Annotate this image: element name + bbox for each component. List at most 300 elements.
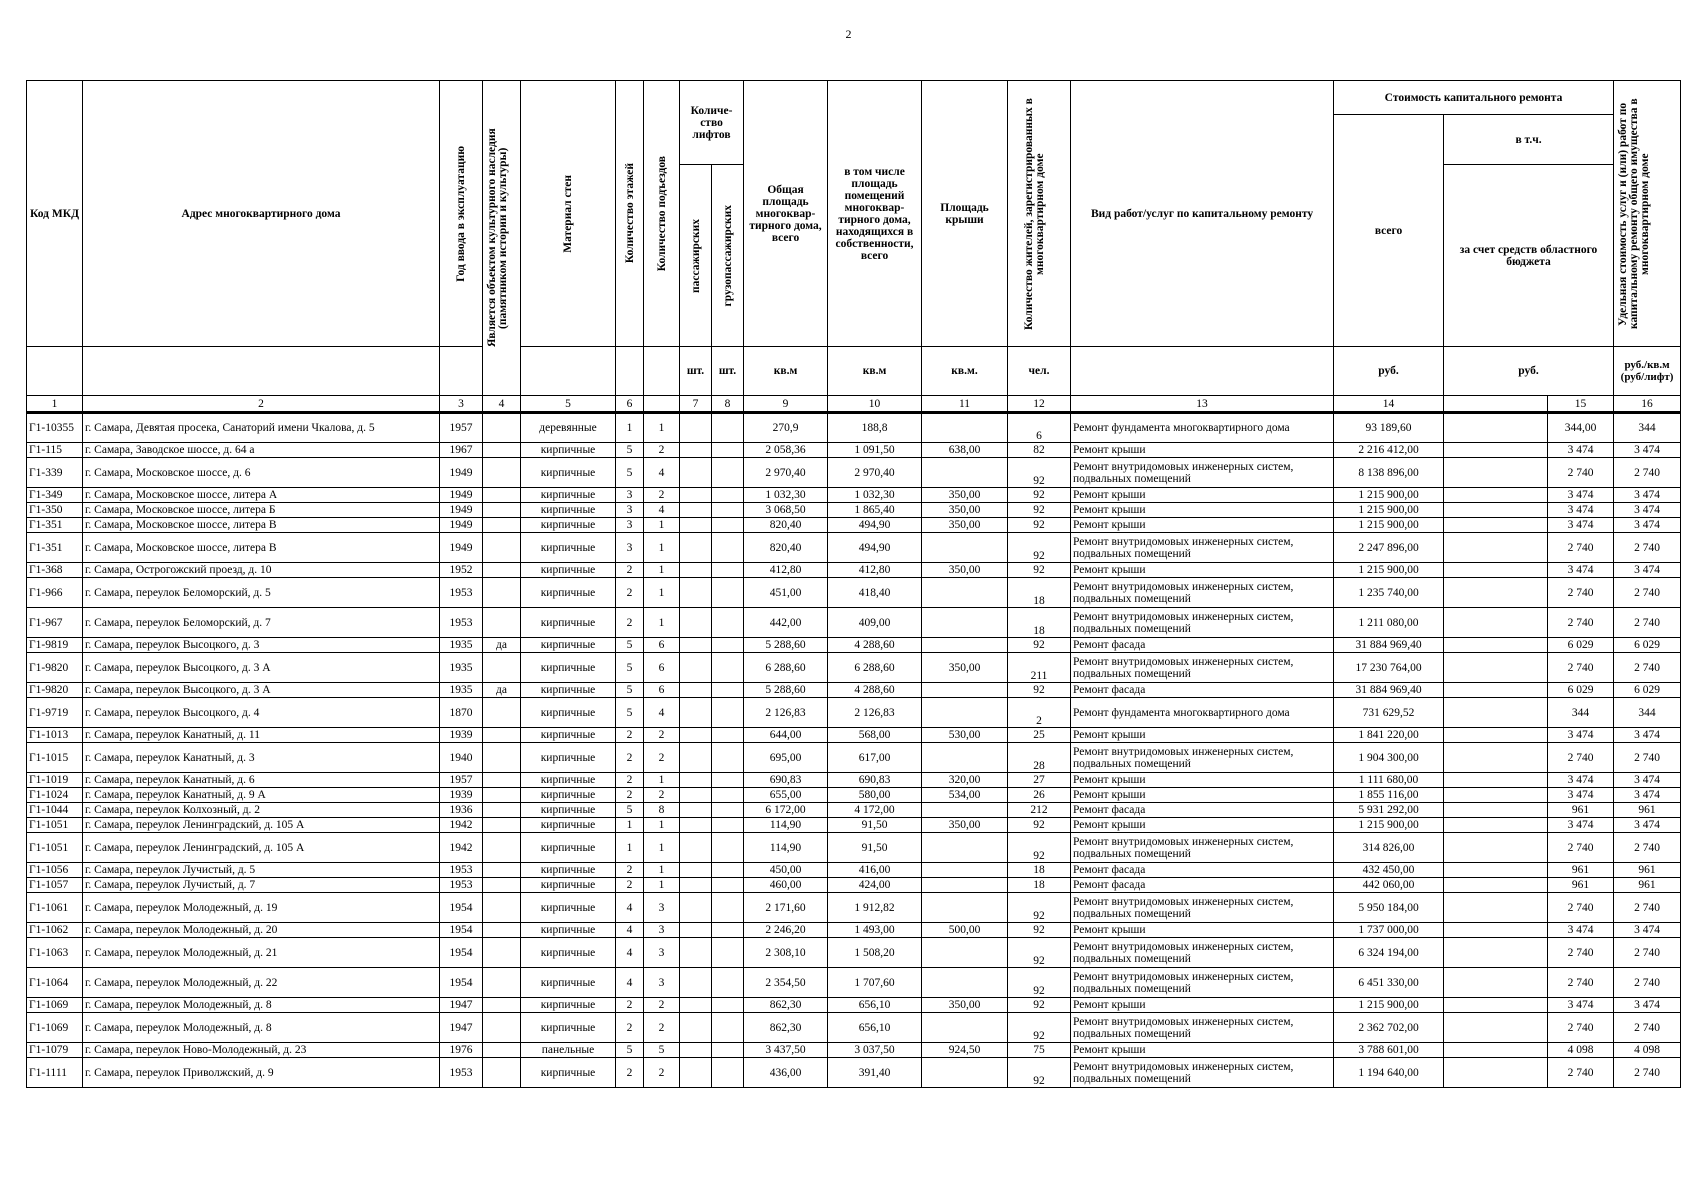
cell-lifts-freight <box>712 878 744 893</box>
cell-roof-area: 534,00 <box>922 788 1008 803</box>
cell-cost-total: 8 138 896,00 <box>1334 458 1444 488</box>
cell-entrances: 2 <box>644 488 680 503</box>
cell-address: г. Самара, Московское шоссе, литера Б <box>83 503 440 518</box>
cell-address: г. Самара, переулок Молодежный, д. 8 <box>83 1013 440 1043</box>
cell-year: 1936 <box>440 803 483 818</box>
cell-work-type: Ремонт крыши <box>1071 923 1334 938</box>
col-header-heritage: Является объектом культурного наследия (памятником истории и культуры) <box>483 81 521 396</box>
column-number: 9 <box>744 396 828 413</box>
cell-lifts-passenger <box>680 638 712 653</box>
cell-floors: 2 <box>616 728 644 743</box>
cell-roof-area: 350,00 <box>922 563 1008 578</box>
cell-year: 1870 <box>440 698 483 728</box>
cell-address: г. Самара, переулок Ленинградский, д. 105 А <box>83 818 440 833</box>
cell-cost-budget <box>1444 533 1548 563</box>
cell-lifts-freight <box>712 728 744 743</box>
cell-heritage <box>483 503 521 518</box>
cell-roof-area: 350,00 <box>922 503 1008 518</box>
cell-lifts-freight <box>712 638 744 653</box>
cell-residents: 92 <box>1008 893 1071 923</box>
cell-address: г. Самара, переулок Молодежный, д. 22 <box>83 968 440 998</box>
cell-owned-area: 617,00 <box>828 743 922 773</box>
cell-cost-total: 2 247 896,00 <box>1334 533 1444 563</box>
cell-lifts-freight <box>712 1058 744 1088</box>
cell-roof-area <box>922 893 1008 923</box>
cell-unit-cost: 961 <box>1548 878 1614 893</box>
cell-code: Г1-339 <box>27 458 83 488</box>
cell-entrances: 1 <box>644 773 680 788</box>
cell-material: кирпичные <box>521 818 616 833</box>
cell-heritage <box>483 563 521 578</box>
cell-entrances: 1 <box>644 413 680 443</box>
cell-lifts-passenger <box>680 518 712 533</box>
cell-address: г. Самара, переулок Высоцкого, д. 4 <box>83 698 440 728</box>
cell-max-cost: 3 474 <box>1614 773 1681 788</box>
cell-total-area: 6 288,60 <box>744 653 828 683</box>
cell-lifts-freight <box>712 923 744 938</box>
cell-floors: 1 <box>616 413 644 443</box>
cell-owned-area: 2 126,83 <box>828 698 922 728</box>
cell-roof-area <box>922 938 1008 968</box>
cell-material: кирпичные <box>521 728 616 743</box>
cell-code: Г1-351 <box>27 533 83 563</box>
cell-floors: 2 <box>616 1058 644 1088</box>
table-row <box>27 818 1681 833</box>
cell-owned-area: 4 288,60 <box>828 638 922 653</box>
cell-cost-total: 31 884 969,40 <box>1334 683 1444 698</box>
column-number: 8 <box>712 396 744 413</box>
cell-work-type: Ремонт крыши <box>1071 788 1334 803</box>
cell-unit-cost: 3 474 <box>1548 488 1614 503</box>
table-row <box>27 683 1681 698</box>
cell-lifts-freight <box>712 533 744 563</box>
cell-cost-total: 1 737 000,00 <box>1334 923 1444 938</box>
cell-entrances: 1 <box>644 818 680 833</box>
cell-address: г. Самара, переулок Беломорский, д. 5 <box>83 578 440 608</box>
cell-max-cost: 3 474 <box>1614 518 1681 533</box>
cell-floors: 3 <box>616 503 644 518</box>
cell-owned-area: 1 493,00 <box>828 923 922 938</box>
cell-residents: 92 <box>1008 563 1071 578</box>
cell-cost-total: 93 189,60 <box>1334 413 1444 443</box>
column-number: 3 <box>440 396 483 413</box>
cell-lifts-freight <box>712 1043 744 1058</box>
cell-cost-budget <box>1444 503 1548 518</box>
cell-floors: 5 <box>616 443 644 458</box>
cell-lifts-freight <box>712 773 744 788</box>
cell-roof-area <box>922 608 1008 638</box>
cell-cost-total: 31 884 969,40 <box>1334 638 1444 653</box>
cell-floors: 3 <box>616 488 644 503</box>
cell-code: Г1-10355 <box>27 413 83 443</box>
cell-lifts-passenger <box>680 1058 712 1088</box>
cell-lifts-freight <box>712 893 744 923</box>
cell-material: кирпичные <box>521 1013 616 1043</box>
cell-floors: 5 <box>616 698 644 728</box>
cell-unit-cost: 3 474 <box>1548 728 1614 743</box>
cell-unit-cost: 2 740 <box>1548 833 1614 863</box>
table-row <box>27 878 1681 893</box>
cell-roof-area <box>922 638 1008 653</box>
cell-address: г. Самара, переулок Высоцкого, д. 3 <box>83 638 440 653</box>
cell-owned-area: 656,10 <box>828 1013 922 1043</box>
cell-cost-total: 1 841 220,00 <box>1334 728 1444 743</box>
cell-heritage <box>483 818 521 833</box>
cell-max-cost: 3 474 <box>1614 503 1681 518</box>
cell-unit-cost: 3 474 <box>1548 788 1614 803</box>
cell-code: Г1-1051 <box>27 833 83 863</box>
cell-unit-cost: 2 740 <box>1548 608 1614 638</box>
cell-code: Г1-1061 <box>27 893 83 923</box>
unit-lifts-passenger: шт. <box>680 347 712 396</box>
cell-roof-area: 350,00 <box>922 998 1008 1013</box>
cell-lifts-freight <box>712 818 744 833</box>
cell-total-area: 460,00 <box>744 878 828 893</box>
cell-total-area: 451,00 <box>744 578 828 608</box>
col-header-unit-cost: Удельная стоимость услуг и (или) работ по капитальному ремонту общего имущества в многоквартирном доме <box>1614 81 1681 347</box>
cell-floors: 2 <box>616 563 644 578</box>
cell-cost-budget <box>1444 998 1548 1013</box>
cell-lifts-passenger <box>680 653 712 683</box>
cell-cost-total: 432 450,00 <box>1334 863 1444 878</box>
cell-unit-cost: 2 740 <box>1548 1013 1614 1043</box>
cell-cost-budget <box>1444 608 1548 638</box>
cell-heritage <box>483 458 521 488</box>
cell-floors: 2 <box>616 998 644 1013</box>
cell-lifts-passenger <box>680 728 712 743</box>
cell-owned-area: 3 037,50 <box>828 1043 922 1058</box>
cell-total-area: 442,00 <box>744 608 828 638</box>
cell-material: кирпичные <box>521 683 616 698</box>
cell-cost-budget <box>1444 923 1548 938</box>
page-number: 2 <box>845 27 852 41</box>
cell-cost-budget <box>1444 938 1548 968</box>
cell-work-type: Ремонт фасада <box>1071 638 1334 653</box>
cell-floors: 2 <box>616 608 644 638</box>
cell-lifts-passenger <box>680 1043 712 1058</box>
cell-heritage <box>483 518 521 533</box>
cell-heritage <box>483 533 521 563</box>
column-number: 6 <box>616 396 644 413</box>
cell-unit-cost: 2 740 <box>1548 968 1614 998</box>
cell-lifts-freight <box>712 413 744 443</box>
cell-entrances: 1 <box>644 533 680 563</box>
cell-lifts-passenger <box>680 923 712 938</box>
column-number: 4 <box>483 396 521 413</box>
table-row <box>27 788 1681 803</box>
cell-code: Г1-9820 <box>27 653 83 683</box>
cell-address: г. Самара, переулок Молодежный, д. 21 <box>83 938 440 968</box>
cell-unit-cost: 2 740 <box>1548 578 1614 608</box>
cell-floors: 4 <box>616 893 644 923</box>
cell-lifts-freight <box>712 443 744 458</box>
cell-total-area: 820,40 <box>744 533 828 563</box>
cell-lifts-passenger <box>680 608 712 638</box>
cell-lifts-freight <box>712 518 744 533</box>
cell-year: 1939 <box>440 788 483 803</box>
column-number: 12 <box>1008 396 1071 413</box>
cell-total-area: 862,30 <box>744 1013 828 1043</box>
cell-cost-total: 17 230 764,00 <box>1334 653 1444 683</box>
cell-year: 1976 <box>440 1043 483 1058</box>
cell-max-cost: 2 740 <box>1614 653 1681 683</box>
cell-year: 1949 <box>440 458 483 488</box>
cell-work-type: Ремонт крыши <box>1071 998 1334 1013</box>
cell-max-cost: 2 740 <box>1614 578 1681 608</box>
col-header-address: Адрес многоквартирного дома <box>83 81 440 347</box>
cell-floors: 2 <box>616 863 644 878</box>
cell-floors: 4 <box>616 923 644 938</box>
unit-total-area: кв.м <box>744 347 828 396</box>
cell-lifts-passenger <box>680 533 712 563</box>
cell-floors: 5 <box>616 683 644 698</box>
cell-roof-area: 530,00 <box>922 728 1008 743</box>
cell-residents: 92 <box>1008 938 1071 968</box>
cell-cost-budget <box>1444 578 1548 608</box>
cell-max-cost: 3 474 <box>1614 563 1681 578</box>
cell-year: 1947 <box>440 998 483 1013</box>
cell-material: кирпичные <box>521 803 616 818</box>
cell-lifts-passenger <box>680 788 712 803</box>
cell-floors: 2 <box>616 743 644 773</box>
cell-code: Г1-1056 <box>27 863 83 878</box>
cell-work-type: Ремонт фундамента многоквартирного дома <box>1071 698 1334 728</box>
cell-residents: 212 <box>1008 803 1071 818</box>
cell-code: Г1-1079 <box>27 1043 83 1058</box>
cell-material: кирпичные <box>521 578 616 608</box>
cell-lifts-freight <box>712 1013 744 1043</box>
cell-code: Г1-349 <box>27 488 83 503</box>
cell-lifts-passenger <box>680 683 712 698</box>
cell-year: 1953 <box>440 578 483 608</box>
cell-floors: 5 <box>616 638 644 653</box>
cell-code: Г1-1062 <box>27 923 83 938</box>
column-number: 10 <box>828 396 922 413</box>
cell-material: кирпичные <box>521 638 616 653</box>
col-header-lifts: Количе-ство лифтов <box>680 81 744 165</box>
cell-code: Г1-1069 <box>27 1013 83 1043</box>
cell-max-cost: 2 740 <box>1614 1058 1681 1088</box>
table-row <box>27 698 1681 728</box>
cell-work-type: Ремонт внутридомовых инженерных систем, подвальных помещений <box>1071 833 1334 863</box>
cell-year: 1940 <box>440 743 483 773</box>
cell-material: кирпичные <box>521 533 616 563</box>
cell-unit-cost: 344 <box>1548 698 1614 728</box>
cell-address: г. Самара, переулок Канатный, д. 6 <box>83 773 440 788</box>
cell-unit-cost: 2 740 <box>1548 938 1614 968</box>
cell-year: 1942 <box>440 833 483 863</box>
cell-max-cost: 3 474 <box>1614 788 1681 803</box>
column-number: 14 <box>1334 396 1444 413</box>
cell-residents: 18 <box>1008 578 1071 608</box>
cell-roof-area: 350,00 <box>922 518 1008 533</box>
cell-address: г. Самара, Московское шоссе, литера В <box>83 518 440 533</box>
cell-owned-area: 2 970,40 <box>828 458 922 488</box>
cell-owned-area: 188,8 <box>828 413 922 443</box>
table-row <box>27 1043 1681 1058</box>
cell-lifts-freight <box>712 863 744 878</box>
cell-max-cost: 3 474 <box>1614 818 1681 833</box>
table-row <box>27 803 1681 818</box>
table-row <box>27 638 1681 653</box>
cell-max-cost: 6 029 <box>1614 638 1681 653</box>
cell-roof-area <box>922 1058 1008 1088</box>
cell-floors: 2 <box>616 788 644 803</box>
cell-roof-area: 320,00 <box>922 773 1008 788</box>
unit-residents: чел. <box>1008 347 1071 396</box>
cell-unit-cost: 2 740 <box>1548 458 1614 488</box>
cell-max-cost: 961 <box>1614 863 1681 878</box>
cell-work-type: Ремонт крыши <box>1071 443 1334 458</box>
cell-total-area: 270,9 <box>744 413 828 443</box>
cell-unit-cost: 961 <box>1548 863 1614 878</box>
cell-entrances: 6 <box>644 653 680 683</box>
cell-work-type: Ремонт внутридомовых инженерных систем, подвальных помещений <box>1071 533 1334 563</box>
cell-cost-total: 3 788 601,00 <box>1334 1043 1444 1058</box>
cell-total-area: 2 308,10 <box>744 938 828 968</box>
cell-material: кирпичные <box>521 878 616 893</box>
cell-cost-total: 1 215 900,00 <box>1334 563 1444 578</box>
cell-floors: 4 <box>616 938 644 968</box>
cell-heritage <box>483 1058 521 1088</box>
cell-max-cost: 3 474 <box>1614 923 1681 938</box>
cell-material: кирпичные <box>521 698 616 728</box>
cell-heritage <box>483 413 521 443</box>
cell-lifts-passenger <box>680 503 712 518</box>
cell-cost-budget <box>1444 518 1548 533</box>
cell-lifts-freight <box>712 653 744 683</box>
cell-lifts-freight <box>712 698 744 728</box>
cell-lifts-passenger <box>680 413 712 443</box>
cell-unit-cost: 6 029 <box>1548 638 1614 653</box>
cell-year: 1954 <box>440 968 483 998</box>
cell-total-area: 2 246,20 <box>744 923 828 938</box>
table-row <box>27 833 1681 863</box>
cell-cost-total: 2 362 702,00 <box>1334 1013 1444 1043</box>
cell-lifts-passenger <box>680 878 712 893</box>
col-header-lifts-passenger: пассажирских <box>680 165 712 347</box>
cell-work-type: Ремонт внутридомовых инженерных систем, подвальных помещений <box>1071 893 1334 923</box>
cell-owned-area: 1 091,50 <box>828 443 922 458</box>
cell-address: г. Самара, переулок Беломорский, д. 7 <box>83 608 440 638</box>
cell-work-type: Ремонт внутридомовых инженерных систем, подвальных помещений <box>1071 653 1334 683</box>
cell-cost-total: 1 904 300,00 <box>1334 743 1444 773</box>
cell-lifts-freight <box>712 788 744 803</box>
cell-material: кирпичные <box>521 938 616 968</box>
cell-address: г. Самара, переулок Приволжский, д. 9 <box>83 1058 440 1088</box>
cell-floors: 5 <box>616 653 644 683</box>
cell-total-area: 412,80 <box>744 563 828 578</box>
cell-unit-cost: 3 474 <box>1548 503 1614 518</box>
cell-address: г. Самара, Московское шоссе, литера В <box>83 533 440 563</box>
cell-year: 1954 <box>440 893 483 923</box>
cell-lifts-freight <box>712 563 744 578</box>
cell-cost-total: 1 211 080,00 <box>1334 608 1444 638</box>
cell-code: Г1-1024 <box>27 788 83 803</box>
cell-unit-cost: 3 474 <box>1548 563 1614 578</box>
cell-work-type: Ремонт крыши <box>1071 818 1334 833</box>
cell-unit-cost: 2 740 <box>1548 1058 1614 1088</box>
cell-cost-budget <box>1444 698 1548 728</box>
column-number <box>644 396 680 413</box>
cell-residents: 25 <box>1008 728 1071 743</box>
cell-owned-area: 416,00 <box>828 863 922 878</box>
cell-cost-budget <box>1444 653 1548 683</box>
cell-residents: 92 <box>1008 1058 1071 1088</box>
cell-lifts-freight <box>712 608 744 638</box>
cell-year: 1952 <box>440 563 483 578</box>
cell-heritage <box>483 773 521 788</box>
cell-entrances: 3 <box>644 923 680 938</box>
column-number: 16 <box>1614 396 1681 413</box>
cell-cost-total: 1 855 116,00 <box>1334 788 1444 803</box>
cell-work-type: Ремонт внутридомовых инженерных систем, подвальных помещений <box>1071 968 1334 998</box>
cell-cost-total: 1 215 900,00 <box>1334 488 1444 503</box>
cell-material: деревянные <box>521 413 616 443</box>
cell-code: Г1-351 <box>27 518 83 533</box>
cell-owned-area: 580,00 <box>828 788 922 803</box>
cell-entrances: 3 <box>644 968 680 998</box>
cell-lifts-passenger <box>680 803 712 818</box>
cell-entrances: 6 <box>644 638 680 653</box>
cell-code: Г1-1057 <box>27 878 83 893</box>
cell-entrances: 1 <box>644 833 680 863</box>
cell-total-area: 2 171,60 <box>744 893 828 923</box>
column-number: 13 <box>1071 396 1334 413</box>
col-header-cost-group: Стоимость капитального ремонта <box>1334 81 1614 115</box>
cell-address: г. Самара, переулок Молодежный, д. 19 <box>83 893 440 923</box>
cell-unit-cost: 2 740 <box>1548 533 1614 563</box>
cell-residents: 75 <box>1008 1043 1071 1058</box>
cell-entrances: 1 <box>644 878 680 893</box>
cell-floors: 4 <box>616 968 644 998</box>
cell-unit-cost: 3 474 <box>1548 518 1614 533</box>
cell-year: 1935 <box>440 653 483 683</box>
cell-max-cost: 2 740 <box>1614 743 1681 773</box>
cell-floors: 2 <box>616 773 644 788</box>
cell-residents: 92 <box>1008 638 1071 653</box>
cell-residents: 82 <box>1008 443 1071 458</box>
cell-material: кирпичные <box>521 518 616 533</box>
cell-lifts-passenger <box>680 563 712 578</box>
cell-owned-area: 1 865,40 <box>828 503 922 518</box>
cell-max-cost: 961 <box>1614 878 1681 893</box>
cell-roof-area <box>922 833 1008 863</box>
cell-address: г. Самара, переулок Лучистый, д. 5 <box>83 863 440 878</box>
cell-cost-total: 1 111 680,00 <box>1334 773 1444 788</box>
cell-residents: 92 <box>1008 488 1071 503</box>
cell-code: Г1-368 <box>27 563 83 578</box>
cell-heritage <box>483 1043 521 1058</box>
cell-residents: 18 <box>1008 608 1071 638</box>
cell-cost-budget <box>1444 683 1548 698</box>
cell-address: г. Самара, Заводское шоссе, д. 64 а <box>83 443 440 458</box>
cell-work-type: Ремонт крыши <box>1071 518 1334 533</box>
cell-residents: 92 <box>1008 923 1071 938</box>
cell-cost-total: 1 215 900,00 <box>1334 818 1444 833</box>
cell-roof-area: 350,00 <box>922 488 1008 503</box>
repair-table <box>26 80 1681 1088</box>
cell-owned-area: 494,90 <box>828 533 922 563</box>
cell-roof-area: 500,00 <box>922 923 1008 938</box>
cell-roof-area <box>922 968 1008 998</box>
cell-entrances: 2 <box>644 728 680 743</box>
cell-total-area: 114,90 <box>744 818 828 833</box>
cell-work-type: Ремонт крыши <box>1071 1043 1334 1058</box>
cell-address: г. Самара, переулок Ленинградский, д. 105 А <box>83 833 440 863</box>
table-row <box>27 773 1681 788</box>
cell-year: 1957 <box>440 773 483 788</box>
